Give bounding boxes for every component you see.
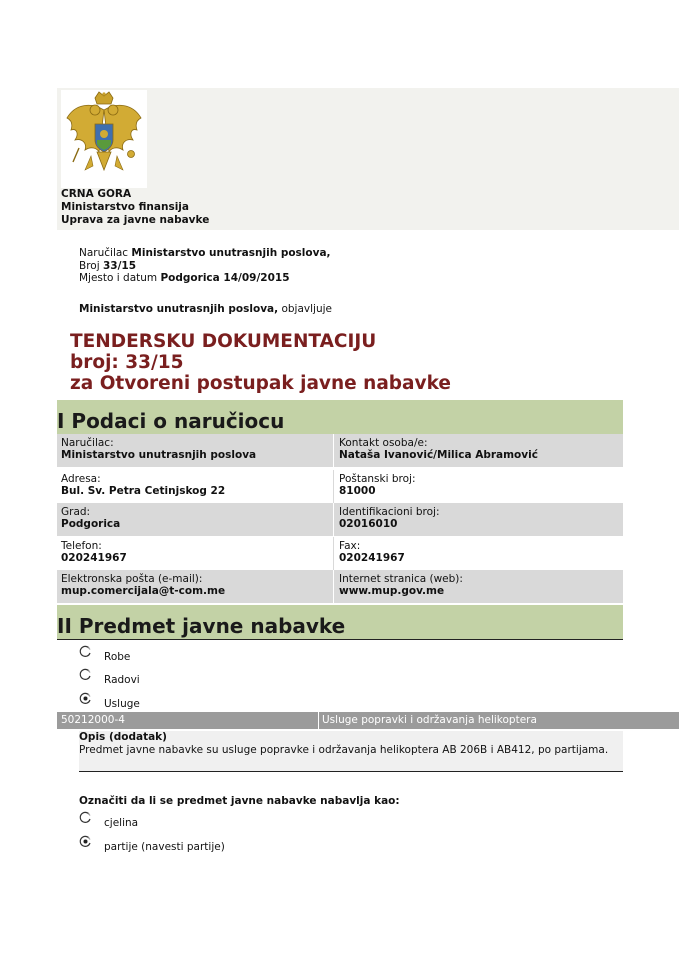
place-date-value: Podgorica 14/09/2015 [160, 272, 290, 284]
cell-label: Naručilac: [61, 437, 114, 449]
radio-label: Robe [104, 651, 131, 663]
document-meta [79, 247, 331, 285]
info-cell [57, 434, 333, 467]
country-name: CRNA GORA [61, 188, 132, 200]
publisher-line [79, 303, 332, 315]
info-row [57, 434, 623, 467]
radio-option-whole[interactable] [79, 811, 138, 829]
authority-name: Uprava za javne nabavke [61, 214, 210, 226]
cell-value: Nataša Ivanović/Milica Abramović [339, 449, 538, 461]
info-row [57, 570, 623, 603]
cell-label: Poštanski broj: [339, 473, 416, 485]
divider [57, 639, 623, 640]
number-label: Broj [79, 259, 100, 272]
radio-selected-icon[interactable] [79, 692, 92, 705]
cell-value: 020241967 [61, 552, 127, 564]
place-date-label: Mjesto i datum [79, 272, 158, 284]
info-cell [57, 570, 333, 603]
radio-option-lots[interactable] [79, 835, 225, 853]
cpv-code: 50212000-4 [61, 714, 125, 726]
contracting-value: Ministarstvo unutrasnjih poslova, [131, 247, 331, 259]
radio-unselected-icon[interactable] [79, 811, 92, 824]
info-cell [333, 570, 623, 603]
section-heading-contracting-authority: I Podaci o naručiocu [57, 400, 623, 434]
publishes-verb: objavljuje [281, 303, 332, 315]
contracting-label: Naručilac [79, 247, 129, 259]
cell-value: www.mup.gov.me [339, 585, 445, 597]
info-cell [57, 470, 333, 503]
title-line-2: broj: 33/15 [70, 352, 184, 373]
info-row [57, 470, 623, 503]
info-cell [333, 434, 623, 467]
cell-value: Ministarstvo unutrasnjih poslova [61, 449, 257, 461]
issuer-block [61, 188, 209, 227]
document-title [70, 331, 451, 394]
publisher-name: Ministarstvo unutrasnjih poslova, [79, 303, 279, 315]
radio-label: partije (navesti partije) [104, 841, 225, 853]
title-line-1: TENDERSKU DOKUMENTACIJU [70, 331, 377, 352]
title-line-3: za Otvoreni postupak javne nabavke [70, 373, 451, 394]
cell-label: Kontakt osoba/e: [339, 437, 428, 449]
radio-label: Usluge [104, 698, 140, 710]
cell-label: Elektronska pošta (e-mail): [61, 573, 203, 585]
info-cell [333, 537, 623, 570]
cell-value: Bul. Sv. Petra Cetinjskog 22 [61, 485, 226, 497]
cell-value: 81000 [339, 485, 376, 497]
description-box [79, 731, 623, 772]
radio-selected-icon[interactable] [79, 835, 92, 848]
info-row [57, 537, 623, 570]
cell-value: 020241967 [339, 552, 405, 564]
cell-label: Identifikacioni broj: [339, 506, 440, 518]
cell-value: 02016010 [339, 518, 398, 530]
info-cell [333, 503, 623, 536]
cell-label: Grad: [61, 506, 91, 518]
cpv-description: Usluge popravki i održavanja helikoptera [322, 714, 537, 726]
radio-option-works[interactable] [79, 668, 140, 686]
cell-label: Internet stranica (web): [339, 573, 463, 585]
section-heading-subject: II Predmet javne nabavke [57, 605, 623, 639]
info-cell [57, 503, 333, 536]
procurement-question: Označiti da li se predmet javne nabavke nabavlja kao: [79, 795, 400, 807]
description-text: Predmet javne nabavke su usluge popravke i održavanja helikoptera AB 206B i AB412, po partijama. [79, 743, 609, 756]
cell-label: Telefon: [61, 540, 102, 552]
radio-option-services[interactable] [79, 692, 140, 710]
cpv-code-bar [57, 712, 679, 729]
info-cell [333, 470, 623, 503]
radio-unselected-icon[interactable] [79, 645, 92, 658]
info-row [57, 503, 623, 536]
number-value: 33/15 [102, 259, 137, 272]
cpv-separator [318, 712, 319, 729]
ministry-name: Ministarstvo finansija [61, 201, 189, 213]
cell-value: mup.comercijala@t-com.me [61, 585, 226, 597]
radio-label: cjelina [104, 817, 139, 829]
description-heading: Opis (dodatak) [79, 731, 167, 743]
cell-value: Podgorica [61, 518, 121, 530]
radio-label: Radovi [104, 674, 140, 686]
radio-option-goods[interactable] [79, 645, 130, 663]
coat-of-arms-icon [61, 90, 147, 188]
cell-label: Fax: [339, 540, 361, 552]
cell-label: Adresa: [61, 473, 101, 485]
radio-unselected-icon[interactable] [79, 668, 92, 681]
info-cell [57, 537, 333, 570]
